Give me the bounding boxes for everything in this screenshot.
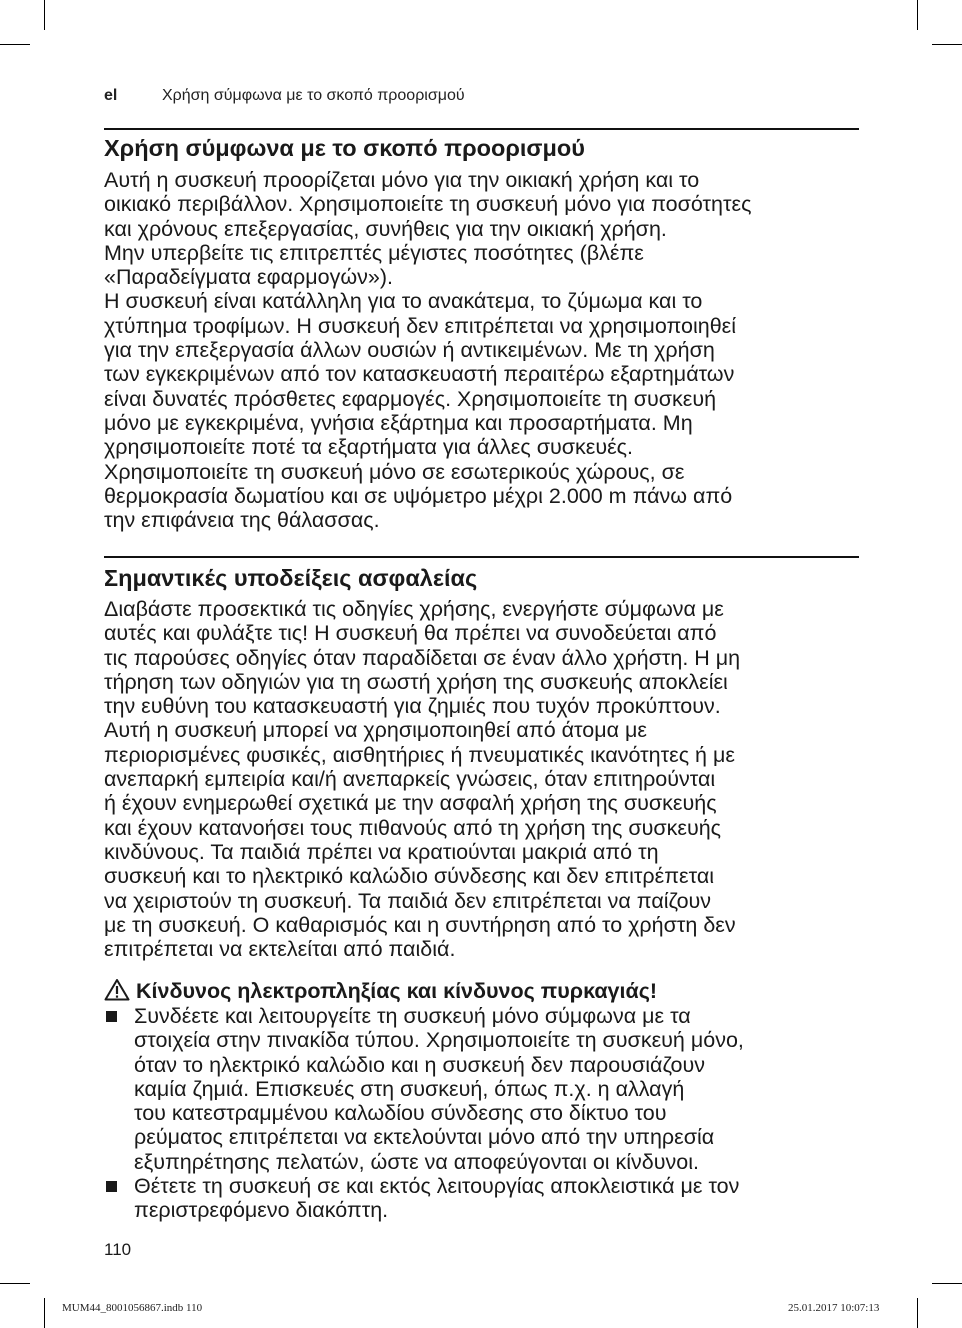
- language-code: el: [104, 87, 118, 104]
- safety-paragraph: [104, 597, 740, 961]
- crop-mark: [0, 44, 30, 45]
- text-line: να χειριστούν τη συσκευή. Τα παιδιά δεν επιτρέπεται να παίζουν: [104, 888, 712, 913]
- text-line: Μην υπερβείτε τις επιτρεπτές μέγιστες ποσότητες (βλέπε: [104, 240, 644, 265]
- section-title-intended-use: Χρήση σύμφωνα με το σκοπό προορισμού: [104, 135, 585, 161]
- text-line: τήρηση των οδηγιών για τη σωστή χρήση της συσκευής αποκλείει: [104, 669, 728, 694]
- text-line: κινδύνους. Τα παιδιά πρέπει να κρατιούνται μακριά από τη: [104, 839, 659, 864]
- list-item: [104, 1174, 744, 1223]
- text-line: Συνδέετε και λειτουργείτε τη συσκευή μόνο σύμφωνα με τα: [134, 1004, 691, 1028]
- text-line: Αυτή η συσκευή προορίζεται μόνο για την οικιακή χρήση και το: [104, 168, 700, 192]
- footer-file-info: MUM44_8001056867.indb 110: [62, 1302, 203, 1314]
- text-line: των εγκεκριμένων από τον κατασκευαστή περαιτέρω εξαρτημάτων: [104, 362, 735, 387]
- text-line: Χρησιμοποιείτε τη συσκευή μόνο σε εσωτερικούς χώρους, σε: [104, 459, 685, 484]
- crop-mark: [932, 44, 962, 45]
- text-line: αυτές και φυλάξτε τις! Η συσκευή θα πρέπει να συνοδεύεται από: [104, 621, 717, 646]
- running-title: Χρήση σύμφωνα με το σκοπό προορισμού: [162, 87, 465, 104]
- text-line: θερμοκρασία δωματίου και σε υψόμετρο μέχρι 2.000 m πάνω από: [104, 483, 733, 508]
- running-header: [104, 87, 465, 105]
- text-line: ρεύματος επιτρέπεται να εκτελούνται μόνο από την υπηρεσία: [134, 1125, 715, 1150]
- text-line: τις παρούσες οδηγίες όταν παραδίδεται σε έναν άλλο χρήστη. Η μη: [104, 645, 741, 670]
- text-line: και χρόνους επεξεργασίας, συνήθεις για την οικιακή χρήση.: [104, 216, 667, 241]
- bullet-list: [104, 1004, 744, 1223]
- text-line: Η συσκευή είναι κατάλληλη για το ανακάτεμα, το ζύμωμα και το: [104, 289, 703, 314]
- crop-mark: [44, 0, 45, 30]
- text-line: εξυπηρέτησης πελατών, ώστε να αποφεύγονται οι κίνδυνοι.: [134, 1149, 699, 1174]
- crop-mark: [917, 1298, 918, 1328]
- bullet-square-icon: [106, 1011, 117, 1022]
- text-line: περιορισμένες φυσικές, αισθητήριες ή πνευματικές ικανότητες ή με: [104, 742, 735, 767]
- text-line: Αυτή η συσκευή μπορεί να χρησιμοποιηθεί από άτομα με: [104, 718, 647, 743]
- section-divider: [104, 128, 859, 130]
- text-line: «Παραδείγματα εφαρμογών»).: [104, 265, 393, 290]
- section-title-safety: Σημαντικές υποδείξεις ασφαλείας: [104, 565, 478, 591]
- text-line: Θέτετε τη συσκευή σε και εκτός λειτουργίας αποκλειστικά με τον: [134, 1174, 740, 1199]
- text-line: καμία ζημιά. Επισκευές στη συσκευή, όπως π.χ. η αλλαγή: [134, 1076, 685, 1101]
- text-line: την ευθύνη του κατασκευαστή για ζημιές που τυχόν προκύπτουν.: [104, 694, 721, 719]
- text-line: περιστρεφόμενο διακόπτη.: [134, 1198, 389, 1223]
- text-line: οικιακό περιβάλλον. Χρησιμοποιείτε τη συσκευή μόνο για ποσότητες: [104, 192, 752, 217]
- crop-mark: [932, 1283, 962, 1284]
- intended-use-paragraph: [104, 168, 751, 532]
- warning-triangle-icon: [104, 978, 130, 1001]
- warning-heading: [104, 978, 657, 1004]
- crop-mark: [44, 1298, 45, 1328]
- text-line: Διαβάστε προσεκτικά τις οδηγίες χρήσης, ενεργήστε σύμφωνα με: [104, 597, 724, 621]
- text-line: συσκευή και το ηλεκτρικό καλώδιο σύνδεσης και δεν επιτρέπεται: [104, 864, 715, 889]
- list-item: [104, 1004, 744, 1174]
- text-line: με τη συσκευή. Ο καθαρισμός και η συντήρηση από το χρήστη δεν: [104, 912, 736, 937]
- page-number: 110: [104, 1240, 132, 1259]
- crop-mark: [917, 0, 918, 30]
- text-line: στοιχεία στην πινακίδα τύπου. Χρησιμοποιείτε τη συσκευή μόνο,: [134, 1028, 744, 1053]
- text-line: χρησιμοποιείτε ποτέ τα εξαρτήματα για άλλες συσκευές.: [104, 435, 633, 460]
- text-line: μόνο με εγκεκριμένα, γνήσια εξάρτημα και προσαρτήματα. Μη: [104, 410, 693, 435]
- text-line: είναι δυνατές πρόσθετες εφαρμογές. Χρησιμοποιείτε τη συσκευή: [104, 386, 717, 411]
- text-line: ή έχουν ενημερωθεί σχετικά με την ασφαλή χρήση της συσκευής: [104, 791, 717, 816]
- section-divider: [104, 556, 859, 558]
- text-line: του κατεστραμμένου καλωδίου σύνδεσης στο δίκτυο του: [134, 1101, 667, 1126]
- footer-timestamp: 25.01.2017 10:07:13: [788, 1302, 880, 1314]
- crop-mark: [0, 1283, 30, 1284]
- text-line: επιτρέπεται να εκτελείται από παιδιά.: [104, 937, 456, 962]
- bullet-square-icon: [106, 1181, 117, 1192]
- text-line: την επιφάνεια της θάλασσας.: [104, 508, 380, 533]
- warning-text: Κίνδυνος ηλεκτροπληξίας και κίνδυνος πυρκαγιάς!: [136, 979, 658, 1003]
- text-line: και έχουν κατανοήσει τους πιθανούς από τη χρήση της συσκευής: [104, 815, 722, 840]
- text-line: χτύπημα τροφίμων. Η συσκευή δεν επιτρέπεται να χρησιμοποιηθεί: [104, 313, 737, 338]
- text-line: για την επεξεργασία άλλων ουσιών ή αντικειμένων. Με τη χρήση: [104, 338, 715, 363]
- text-line: όταν το ηλεκτρικό καλώδιο και η συσκευή δεν παρουσιάζουν: [134, 1052, 705, 1077]
- text-line: ανεπαρκή εμπειρία και/ή ανεπαρκείς γνώσεις, όταν επιτηρούνται: [104, 767, 716, 792]
